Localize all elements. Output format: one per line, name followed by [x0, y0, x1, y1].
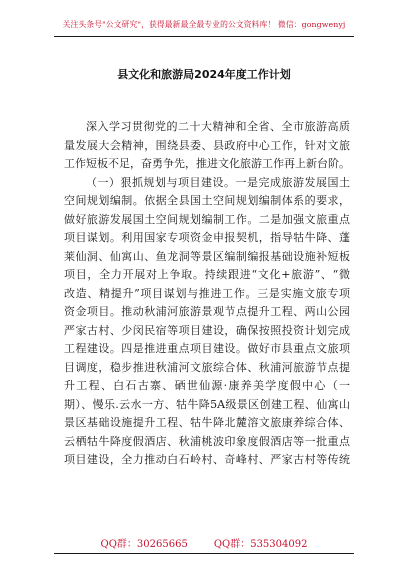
body-line: 深入学习贯彻党的二十大精神和全省、全市旅游高质	[86, 120, 350, 133]
qq-group-1: QQ群：30265665	[100, 539, 188, 550]
promo-banner: 关注头条号"公文研究"，获得最新最全最专业的公文资料库！ 微信：gongwenyj	[62, 20, 346, 29]
body-line: 云栖牯牛降度假酒店、秋浦桃波印象度假酒店等一批重点	[64, 434, 350, 448]
body-line: 莱仙洞、仙寓山、鱼龙洞等景区编制编报基础设施补短板	[64, 249, 350, 263]
body-line: 目调度，稳步推进秋浦河文旅综合体、秋浦河旅游节点提	[64, 360, 350, 374]
body-line: 做好旅游发展国土空间规划编制工作。二是加强文旅重点	[64, 212, 350, 226]
body-line: 景区基础设施提升工程、牯牛降北麓溶文旅康养综合体、	[64, 416, 350, 429]
qq-contact-footer	[0, 539, 408, 551]
document-title: 县文化和旅游局2024年度工作计划	[117, 68, 291, 81]
body-line: 严家古村、少闵民宿等项目建设，确保按照投资计划完成	[64, 323, 350, 337]
body-line: 工程建设。四是推进重点项目建设。做好市县重点文旅项	[64, 342, 350, 355]
body-line: 空间规划编制。依据全县国土空间规划编制体系的要求，	[64, 194, 350, 207]
body-line: 项目，全力开展对上争取。持续跟进“文化+旅游”、“微	[64, 268, 350, 281]
document-body	[64, 118, 350, 470]
body-line: 改造、精提升”项目谋划与推进工作。三是实施文旅专项	[64, 286, 350, 300]
body-line: 项目建设，全力推动白石岭村、奇峰村、严家古村等传统	[64, 453, 350, 466]
body-line: （一）狠抓规划与项目建设。一是完成旅游发展国土	[86, 175, 350, 189]
body-line: 期）、慢乐.云水一方、牯牛降5A级景区创建工程、仙寓山	[64, 397, 350, 411]
body-line: 工作短板不足，奋勇争先，推进文化旅游工作再上新台阶。	[64, 157, 350, 170]
body-line: 资金项目。推动秋浦河旅游景观节点提升工程、两山公园	[64, 305, 350, 318]
body-line: 量发展大会精神，围绕县委、县政府中心工作，针对文旅	[64, 138, 350, 152]
footer-divider	[54, 553, 354, 554]
header-divider	[54, 36, 354, 37]
body-line: 升工程、白石古寨、硒世仙源·康养美学度假中心（一	[64, 379, 350, 392]
qq-group-2: QQ群：535304092	[213, 539, 308, 550]
body-line: 项目谋划。利用国家专项资金申报契机，指导牯牛降、蓬	[64, 231, 350, 244]
